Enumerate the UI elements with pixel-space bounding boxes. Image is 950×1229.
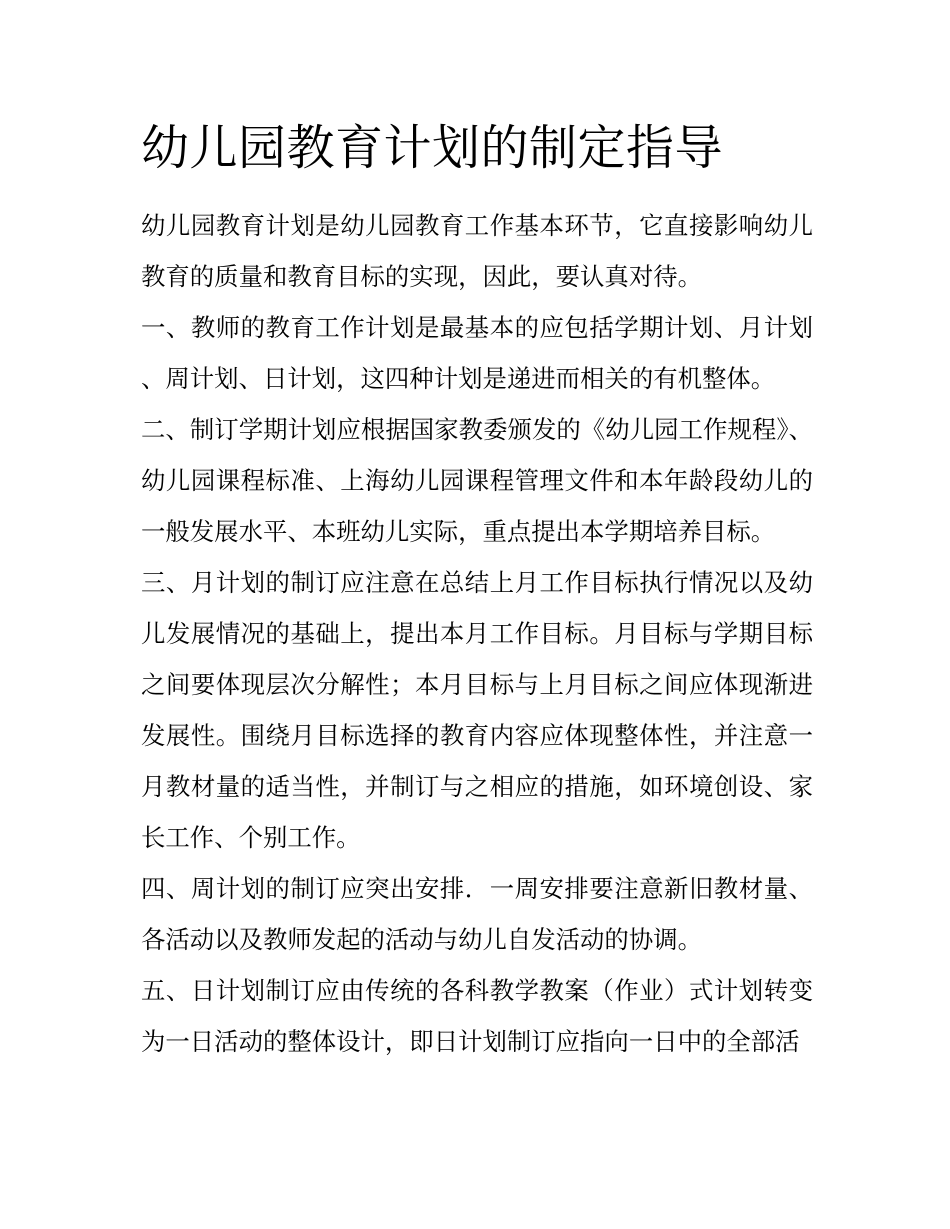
document-body <box>141 118 813 1067</box>
paragraph-section-1: 一、教师的教育工作计划是最基本的应包括学期计划、月计划、周计划、日计划，这四种计划是递进而相关的有机整体。 <box>141 313 813 393</box>
paragraph-section-4: 四、周计划的制订应突出安排．一周安排要注意新旧教材量、各活动以及教师发起的活动与幼儿自发活动的协调。 <box>141 874 813 954</box>
document-title: 幼儿园教育计划的制定指导 <box>141 120 724 176</box>
paragraph-section-3: 三、月计划的制订应注意在总结上月工作目标执行情况以及幼儿发展情况的基础上，提出本月工作目标。月目标与学期目标之间要体现层次分解性；本月目标与上月目标之间应体现渐进发展性。围绕月目标选择的教育内容应体现整体性，并注意一月教材量的适当性，并制订与之相应的措施，如环境创设、家长工作、个别工作。 <box>141 568 813 852</box>
paragraph-section-5: 五、日计划制订应由传统的各科教学教案（作业）式计划转变为一日活动的整体设计，即日计划制订应指向一日中的全部活 <box>141 976 813 1056</box>
paragraph-intro: 幼儿园教育计划是幼儿园教育工作基本环节，它直接影响幼儿教育的质量和教育目标的实现，因此，要认真对待。 <box>141 211 813 291</box>
paragraph-section-2: 二、制订学期计划应根据国家教委颁发的《幼儿园工作规程》、幼儿园课程标准、上海幼儿园课程管理文件和本年龄段幼儿的一般发展水平、本班幼儿实际，重点提出本学期培养目标。 <box>141 415 813 546</box>
